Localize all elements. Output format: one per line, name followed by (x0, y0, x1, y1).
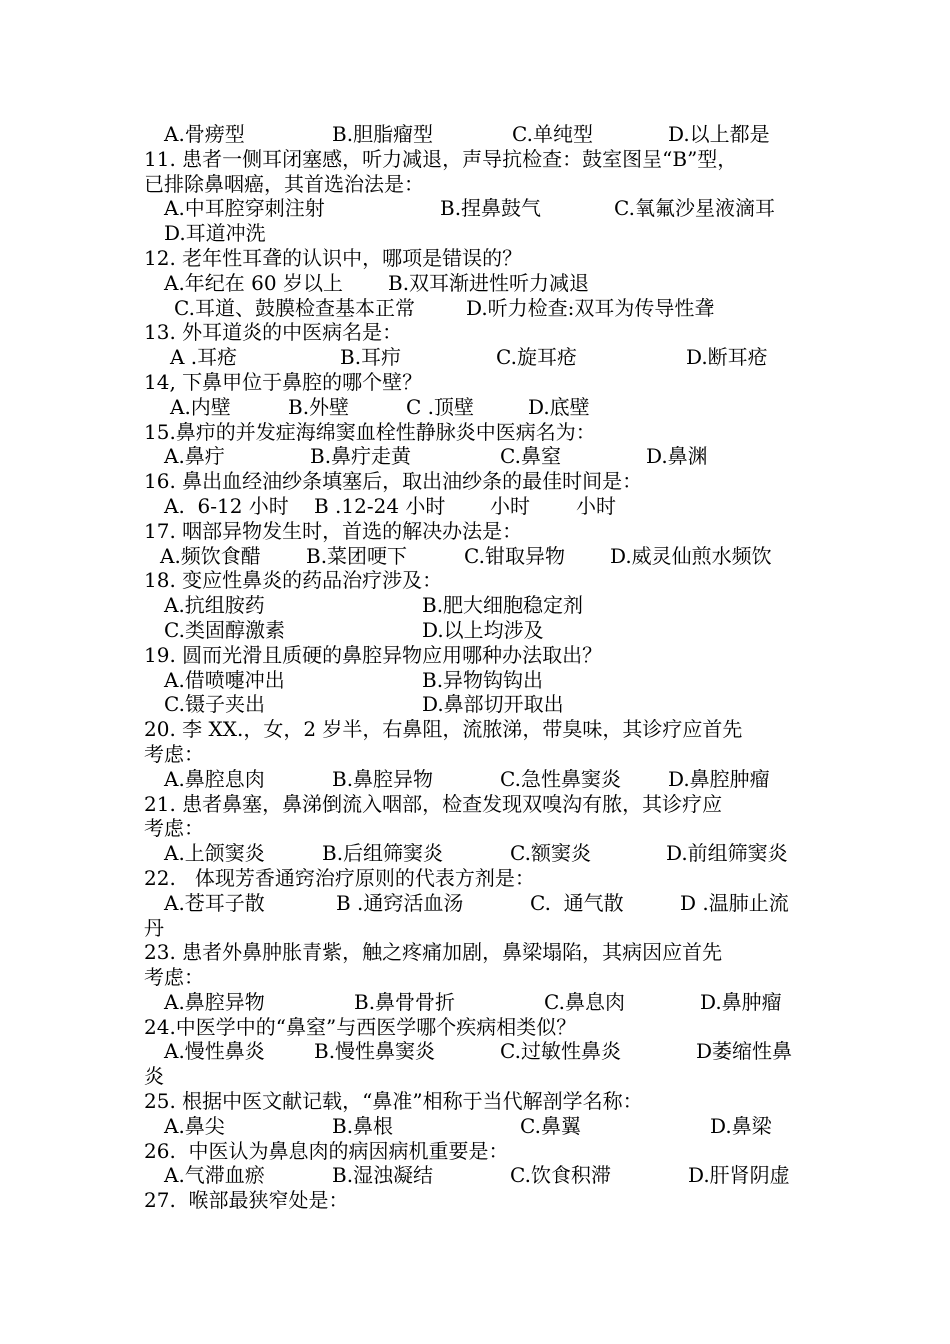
text-line: 已排除鼻咽癌，其首选治法是： (144, 171, 424, 196)
answer-option: B.鼻骨骨折 (354, 989, 456, 1014)
text-line: 26. 中医认为鼻息肉的病因病机重要是： (144, 1138, 509, 1163)
answer-option: D.听力检查:双耳为传导性聋 (466, 295, 715, 320)
answer-option: A.鼻腔息肉 (164, 766, 265, 791)
text-line: 13. 外耳道炎的中医病名是： (144, 320, 403, 345)
answer-option: D .温肺止流 (680, 890, 789, 915)
options-line (144, 196, 824, 221)
options-line (144, 1039, 824, 1064)
text-line: 23. 患者外鼻肿胀青紫，触之疼痛加剧，鼻梁塌陷，其病因应首先 (144, 940, 723, 965)
options-line (144, 544, 824, 569)
answer-option: A.借喷嚏冲出 (164, 667, 285, 692)
answer-option: C.鼻窒 (500, 444, 561, 469)
answer-option: B.鼻根 (332, 1113, 394, 1138)
answer-option: 小时 (490, 493, 530, 518)
text-line: 考虑： (144, 816, 204, 841)
text-line: 17. 咽部异物发生时，首选的解决办法是： (144, 518, 523, 543)
answer-option: A.抗组胺药 (164, 593, 265, 618)
answer-option: C.额窦炎 (510, 841, 591, 866)
answer-option: C.氧氟沙星液滴耳 (614, 196, 775, 221)
text-line: 考虑： (144, 741, 204, 766)
options-line (144, 296, 824, 321)
answer-option: D萎缩性鼻 (696, 1039, 793, 1064)
answer-option: D.前组筛窦炎 (666, 841, 788, 866)
text-line: 25. 根据中医文献记载，“鼻准”相称于当代解剖学名称： (144, 1089, 643, 1114)
answer-option: A.中耳腔穿刺注射 (164, 196, 325, 221)
answer-option: D.威灵仙煎水频饮 (610, 543, 772, 568)
answer-option: A.气滞血瘀 (164, 1163, 265, 1188)
text-line: 考虑： (144, 965, 204, 990)
answer-option: B.湿浊凝结 (332, 1163, 434, 1188)
answer-option: D.肝肾阴虚 (688, 1163, 790, 1188)
answer-option: D.鼻渊 (646, 444, 708, 469)
text-line: 12. 老年性耳聋的认识中，哪项是错误的？ (144, 245, 523, 270)
options-line (144, 444, 824, 469)
answer-option: C.钳取异物 (464, 543, 565, 568)
options-line (144, 1114, 824, 1139)
answer-option: D.断耳疮 (686, 345, 768, 370)
text-line: 11. 患者一侧耳闭塞感，听力减退，声导抗检查：鼓室图呈“B”型， (144, 146, 738, 171)
answer-option: D.鼻腔肿瘤 (668, 766, 770, 791)
text-line: 丹 (144, 915, 164, 940)
answer-option: C.镊子夹出 (164, 692, 265, 717)
answer-option: A.鼻疔 (164, 444, 225, 469)
answer-option: C.单纯型 (512, 122, 593, 146)
answer-option: A.慢性鼻炎 (164, 1039, 265, 1064)
answer-option: A .耳疮 (170, 345, 238, 370)
answer-option: C.过敏性鼻炎 (500, 1039, 621, 1064)
answer-option: B.后组筛窦炎 (322, 841, 444, 866)
answer-option: B.异物钩钩出 (422, 667, 544, 692)
answer-option: A.上颌窦炎 (164, 841, 265, 866)
options-line (144, 1163, 824, 1188)
text-line: 19. 圆而光滑且质硬的鼻腔异物应用哪种办法取出？ (144, 642, 603, 667)
answer-option: 小时 (576, 493, 616, 518)
text-line: 20. 李 XX.，女，2 岁半，右鼻阻，流脓涕，带臭味，其诊疗应首先 (144, 717, 743, 742)
answer-option: B .12-24 小时 (314, 493, 446, 518)
answer-option: C.饮食积滞 (510, 1163, 611, 1188)
answer-option: A.频饮食醋 (160, 543, 261, 568)
answer-option: C.鼻翼 (520, 1113, 581, 1138)
answer-option: C .顶壁 (406, 394, 475, 419)
answer-option: A.年纪在 60 岁以上 (164, 270, 343, 295)
text-line: 炎 (144, 1064, 164, 1089)
answer-option: D.鼻肿瘤 (700, 989, 782, 1014)
options-line (144, 593, 824, 618)
answer-option: A.苍耳子散 (164, 890, 265, 915)
answer-option: B.肥大细胞稳定剂 (422, 593, 584, 618)
options-line (144, 990, 824, 1015)
answer-option: B.外壁 (288, 394, 350, 419)
answer-option: C.类固醇激素 (164, 617, 285, 642)
text-line: 18. 变应性鼻炎的药品治疗涉及： (144, 568, 443, 593)
answer-option: B.慢性鼻窦炎 (314, 1039, 436, 1064)
options-line (144, 395, 824, 420)
options-line (144, 692, 824, 717)
answer-option: C.鼻息肉 (544, 989, 625, 1014)
text-line: 15.鼻疖的并发症海绵窦血栓性静脉炎中医病名为： (144, 419, 596, 444)
answer-option: B.双耳渐进性听力减退 (388, 270, 590, 295)
answer-option: D.鼻部切开取出 (422, 692, 564, 717)
options-line (144, 618, 824, 643)
options-line (144, 891, 824, 916)
options-line (144, 345, 824, 370)
answer-option: C.急性鼻窦炎 (500, 766, 621, 791)
answer-option: C. 通气散 (530, 890, 624, 915)
text-line: D.耳道冲洗 (164, 221, 266, 246)
text-line: 22. 体现芳香通窍治疗原则的代表方剂是： (144, 865, 535, 890)
answer-option: A.鼻尖 (164, 1113, 225, 1138)
answer-option: C.旋耳疮 (496, 345, 577, 370)
answer-option: D.底壁 (528, 394, 590, 419)
question-list (144, 122, 824, 1213)
options-line (144, 668, 824, 693)
options-line (144, 494, 824, 519)
answer-option: B.耳疖 (340, 345, 402, 370)
answer-option: B.胆脂瘤型 (332, 122, 434, 146)
answer-option: B .通窍活血汤 (336, 890, 464, 915)
text-line: 16. 鼻出血经油纱条填塞后，取出油纱条的最佳时间是： (144, 469, 643, 494)
answer-option: A.内壁 (170, 394, 231, 419)
answer-option: C.耳道、鼓膜检查基本正常 (174, 295, 415, 320)
options-line (144, 841, 824, 866)
text-line: 27. 喉部最狭窄处是： (144, 1188, 349, 1213)
answer-option: A.骨痨型 (164, 122, 245, 146)
text-line: 21. 患者鼻塞，鼻涕倒流入咽部，检查发现双嗅沟有脓，其诊疗应 (144, 791, 723, 816)
answer-option: B.捏鼻鼓气 (440, 196, 542, 221)
text-line: 24.中医学中的“鼻窒”与西医学哪个疾病相类似？ (144, 1014, 577, 1039)
answer-option: B.鼻腔异物 (332, 766, 434, 791)
answer-option: D.鼻梁 (710, 1113, 772, 1138)
options-line (144, 767, 824, 792)
text-line: 14, 下鼻甲位于鼻腔的哪个壁？ (144, 369, 423, 394)
answer-option: B.鼻疔走黄 (310, 444, 412, 469)
options-line (144, 271, 824, 296)
answer-option: D.以上都是 (668, 122, 770, 146)
answer-option: D.以上均涉及 (422, 617, 544, 642)
answer-option: A.鼻腔异物 (164, 989, 265, 1014)
answer-option: B.菜团哽下 (306, 543, 408, 568)
options-line (144, 122, 824, 147)
answer-option: A. 6-12 小时 (164, 493, 289, 518)
